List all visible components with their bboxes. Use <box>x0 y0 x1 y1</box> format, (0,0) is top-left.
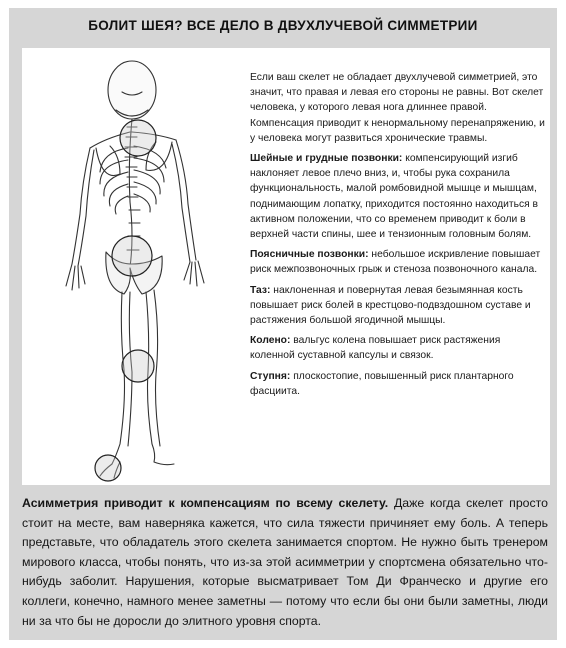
section-heading: Таз: <box>250 284 271 296</box>
section-pelvis <box>250 283 546 329</box>
sidebar-box <box>9 8 557 640</box>
section-text: плоскостопие, повышенный риск плантарного фасциита. <box>250 370 514 397</box>
section-heading: Ступня: <box>250 370 291 382</box>
section-text: вальгус колена повышает риск растяжения коленной суставной капсулы и связок. <box>250 335 501 362</box>
section-lumbar <box>250 247 546 277</box>
bottom-lead: Асимметрия приводит к компенсациям по всему скелету. <box>22 496 389 510</box>
section-heading: Колено: <box>250 335 291 347</box>
annotation-text <box>250 70 546 404</box>
skeleton-illustration <box>24 52 236 482</box>
intro-paragraph: Если ваш скелет не обладает двухлучевой симметрией, это значит, что правая и левая его стороны не равны. Вот скелет человека, у которого левая нога длиннее правой. Компенсация приводит к ненормальному перенапряжению, и у человека могут развиться хронические травмы. <box>250 72 545 144</box>
illustration-panel <box>22 48 550 485</box>
box-title-bar <box>9 8 557 42</box>
box-title: БОЛИТ ШЕЯ? ВСЕ ДЕЛО В ДВУХЛУЧЕВОЙ СИММЕТРИИ <box>88 17 478 33</box>
section-knee <box>250 333 546 363</box>
bottom-text: Даже когда скелет просто стоит на месте, вам наверняка кажется, что сила тяжести причиняет ему боль. А теперь представьте, что обладатель этого скелета занимается спортом. Не нужно быть тренером мирового класса, чтобы понять, что из-за этой асимметрии у спортсмена обязательно что-нибудь заболит. Нарушения, которые высматривает Том Ди Франческо и другие его коллеги, конечно, намного менее заметны — потому что если бы они были заметны, люди ни за что бы не доросли до элитного уровня спорта. <box>22 496 548 628</box>
section-text: небольшое искривление повышает риск межпозвоночных грыж и стеноза позвоночного канала. <box>250 249 541 276</box>
section-heading: Шейные и грудные позвонки: <box>250 153 403 165</box>
section-cervical <box>250 151 546 242</box>
section-text: компенсирующий изгиб наклоняет левое плечо вниз, и, чтобы рука сохранила функциональность, малой ромбовидной мышце и мышцам, поднимающим лопатку, приходится постоянно находиться в активном положении, что со временем приводит к боли в верхней части спины, шее и тензионным головным болям. <box>250 153 539 241</box>
section-heading: Поясничные позвонки: <box>250 249 369 261</box>
section-text: наклоненная и повернутая левая безымянная кость повышает риск болей в крестцово-подвздошном суставе и растяжения большой ягодичной мышцы. <box>250 284 531 327</box>
bottom-paragraph <box>22 494 548 631</box>
section-foot <box>250 369 546 399</box>
